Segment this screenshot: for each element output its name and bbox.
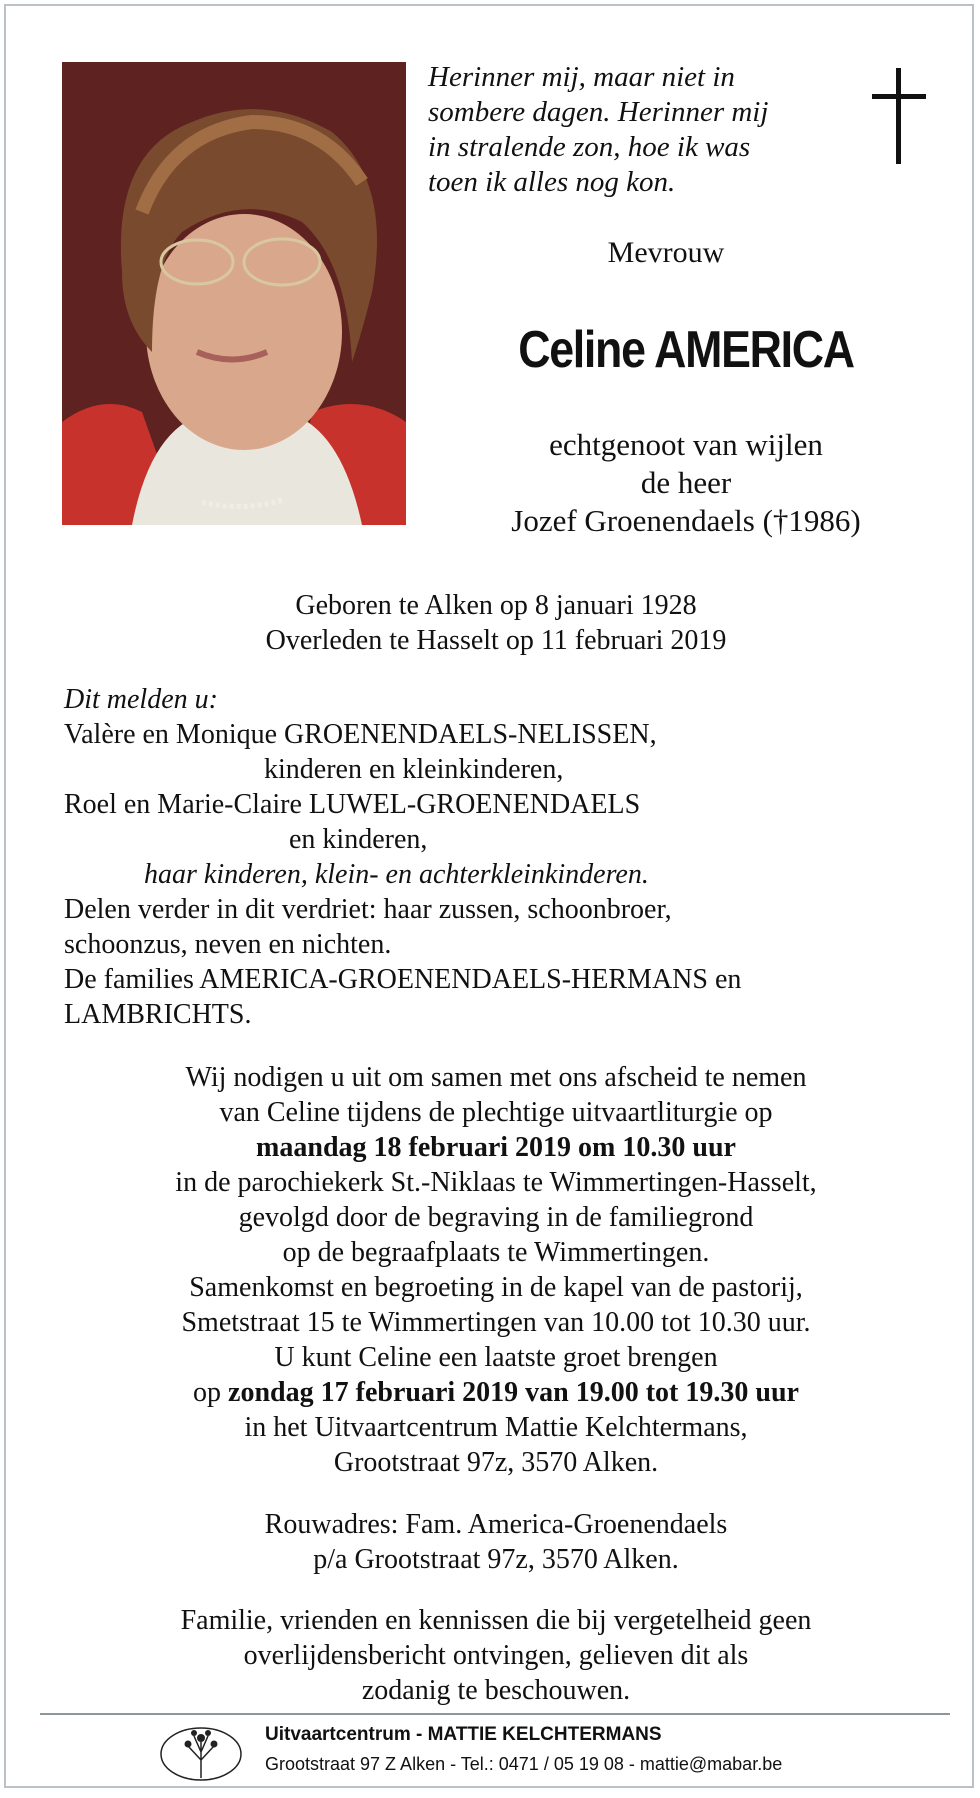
mourner-line: kinderen en kleinkinderen,: [264, 754, 564, 785]
mourners-intro: Dit melden u:: [64, 684, 218, 715]
service-line: op de begraafplaats te Wimmertingen.: [282, 1237, 710, 1268]
service-line: van Celine tijdens de plechtige uitvaartliturgie op: [219, 1097, 773, 1128]
poem-line: Herinner mij, maar niet in: [428, 61, 735, 93]
mourner-line: LAMBRICHTS.: [64, 999, 252, 1030]
spouse-block: [436, 426, 936, 540]
address-line: p/a Grootstraat 97z, 3570 Alken.: [313, 1544, 679, 1575]
mourner-line: Roel en Marie-Claire LUWEL-GROENENDAELS: [64, 789, 641, 820]
note-line: zodanig te beschouwen.: [361, 1675, 631, 1706]
spouse-line: de heer: [640, 465, 732, 500]
mourner-line: schoonzus, neven en nichten.: [64, 929, 392, 960]
service-line: U kunt Celine een laatste groet brengen: [274, 1342, 718, 1373]
mourner-line: Valère en Monique GROENENDAELS-NELISSEN,: [64, 719, 657, 750]
service-line: gevolgd door de begraving in de familiegrond: [238, 1202, 754, 1233]
closing-note: [6, 1603, 980, 1708]
obituary-card: [4, 4, 974, 1788]
service-line: Grootstraat 97z, 3570 Alken.: [333, 1447, 659, 1478]
mourning-address: [6, 1507, 980, 1577]
funeral-home-contact: Grootstraat 97 Z Alken - Tel.: 0471 / 05 19 08 - mattie@mabar.be: [265, 1754, 783, 1774]
flower-logo-icon: [158, 1720, 244, 1782]
mourner-line: De families AMERICA-GROENENDAELS-HERMANS en: [64, 964, 742, 995]
poem: [428, 60, 808, 200]
visitation-line: [26, 1375, 966, 1410]
service-line: Samenkomst en begroeting in de kapel van de pastorij,: [189, 1272, 803, 1303]
address-line: Rouwadres: Fam. America-Groenendaels: [264, 1509, 728, 1540]
funeral-home-footer: [158, 1718, 858, 1784]
mourner-line: Delen verder in dit verdriet: haar zussen, schoonbroer,: [64, 894, 672, 925]
footer-divider: [40, 1713, 950, 1715]
deceased-name: Celine AMERICA: [518, 321, 854, 379]
service-line: in het Uitvaartcentrum Mattie Kelchtermans,: [244, 1412, 748, 1443]
spouse-name: Jozef Groenendaels (†1986): [511, 503, 861, 538]
birth-date: Geboren te Alken op 8 januari 1928: [295, 590, 697, 621]
life-dates: [6, 588, 980, 658]
funeral-home-name: Uitvaartcentrum - MATTIE KELCHTERMANS: [265, 1724, 662, 1745]
poem-line: toen ik alles nog kon.: [428, 166, 676, 198]
mourners-list: [64, 682, 964, 1032]
note-line: Familie, vrienden en kennissen die bij vergetelheid geen: [180, 1605, 812, 1636]
mourner-line: haar kinderen, klein- en achterkleinkinderen.: [144, 859, 649, 890]
death-date: Overleden te Hasselt op 11 februari 2019: [265, 625, 727, 656]
visitation-prefix: op: [193, 1377, 229, 1408]
service-line: Smetstraat 15 te Wimmertingen van 10.00 tot 10.30 uur.: [181, 1307, 811, 1338]
service-date: maandag 18 februari 2019 om 10.30 uur: [256, 1132, 736, 1163]
honorific: Mevrouw: [607, 236, 725, 269]
funeral-service-info: [26, 1060, 966, 1480]
note-line: overlijdensbericht ontvingen, gelieven dit als: [243, 1640, 749, 1671]
mourner-line: en kinderen,: [289, 824, 428, 855]
portrait-photo: [62, 62, 406, 525]
poem-line: sombere dagen. Herinner mij: [428, 96, 769, 128]
visitation-date: zondag 17 februari 2019 van 19.00 tot 19.30 uur: [228, 1377, 799, 1408]
poem-line: in stralende zon, hoe ik was: [428, 131, 751, 163]
spouse-line: echtgenoot van wijlen: [549, 427, 823, 462]
cross-icon: [872, 68, 926, 164]
service-line: in de parochiekerk St.-Niklaas te Wimmertingen-Hasselt,: [175, 1167, 817, 1198]
service-line: Wij nodigen u uit om samen met ons afscheid te nemen: [185, 1062, 807, 1093]
